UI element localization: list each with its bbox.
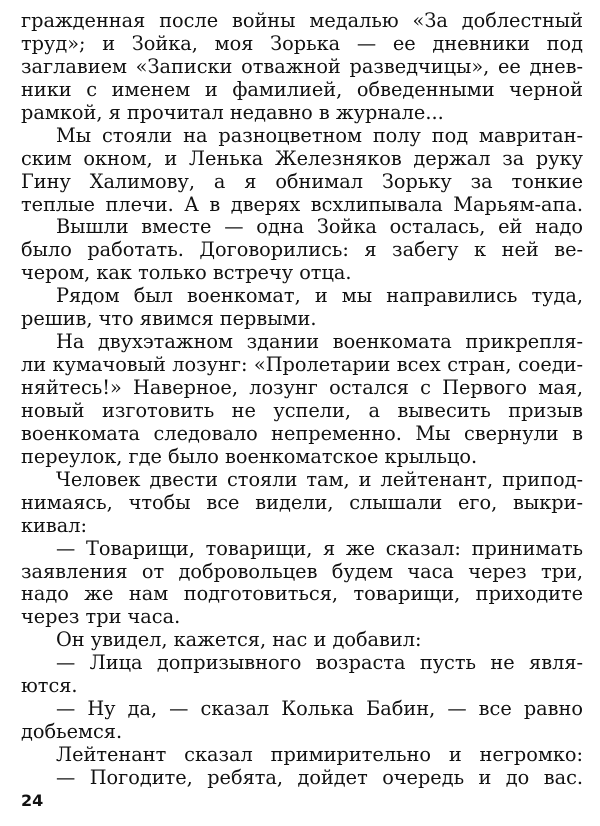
text-line: кивал: bbox=[21, 513, 87, 537]
text-line: рамкой, я прочитал недавно в журнале... bbox=[21, 100, 444, 124]
text-line: Рядом был военкомат, и мы направились туда, bbox=[56, 284, 583, 308]
text-line: труд»; и Зойка, моя Зорька — ее дневники под bbox=[21, 31, 583, 55]
text-line: ются. bbox=[21, 674, 78, 698]
text-line: заглавием «Записки отважной разведчицы», ее днев- bbox=[21, 54, 583, 78]
page-number: 24 bbox=[21, 791, 44, 810]
text-line: переулок, где было военкоматское крыльцо. bbox=[21, 444, 478, 468]
text-line: заявления от добровольцев будем часа через три, bbox=[21, 559, 583, 583]
text-line: было работать. Договорились: я забегу к ней ве- bbox=[21, 238, 583, 262]
text-line: — Товарищи, товарищи, я же сказал: принимать bbox=[56, 536, 583, 560]
text-line: чером, как только встречу отца. bbox=[21, 261, 352, 285]
text-line: ники с именем и фамилией, обведенными черной bbox=[21, 77, 583, 101]
text-line: надо же нам подготовиться, товарищи, приходите bbox=[21, 582, 583, 606]
text-line: — Погодите, ребята, дойдет очередь и до вас. bbox=[56, 765, 583, 789]
text-line: — Лица допризывного возраста пусть не явля- bbox=[56, 651, 583, 675]
text-line: На двухэтажном здании военкомата прикрепля- bbox=[56, 330, 583, 354]
text-line: гражденная после войны медалью «За доблестный bbox=[21, 9, 583, 32]
body-text bbox=[21, 10, 583, 790]
text-line: ским окном, и Ленька Железняков держал за руку bbox=[21, 146, 583, 170]
text-line: Он увидел, кажется, нас и добавил: bbox=[56, 628, 422, 652]
text-line: добьемся. bbox=[21, 720, 123, 744]
text-line: ли кумачовый лозунг: «Пролетарии всех стран, соеди- bbox=[21, 353, 583, 377]
text-line: через три часа. bbox=[21, 605, 181, 629]
text-line: Вышли вместе — одна Зойка осталась, ей надо bbox=[56, 215, 583, 239]
text-line: решив, что явимся первыми. bbox=[21, 307, 317, 331]
text-line: Человек двести стояли там, и лейтенант, припод- bbox=[56, 467, 583, 491]
text-line: — Ну да, — сказал Колька Бабин, — все равно bbox=[56, 697, 583, 721]
text-line: няйтесь!» Наверное, лозунг остался с Первого мая, bbox=[21, 376, 583, 399]
text-line: Мы стояли на разноцветном полу под мавритан- bbox=[56, 123, 583, 147]
text-line: нимаясь, чтобы все видели, слышали его, выкри- bbox=[21, 490, 583, 514]
text-line: военкомата следовало непременно. Мы свернули в bbox=[21, 421, 583, 445]
text-line: Гину Халимову, а я обнимал Зорьку за тонкие bbox=[21, 169, 583, 193]
text-line: Лейтенант сказал примирительно и негромко: bbox=[56, 743, 583, 766]
text-line: теплые плечи. А в дверях всхлипывала Марьям-апа. bbox=[21, 192, 583, 216]
text-line: новый изготовить не успели, а вывесить призыв bbox=[21, 398, 583, 422]
